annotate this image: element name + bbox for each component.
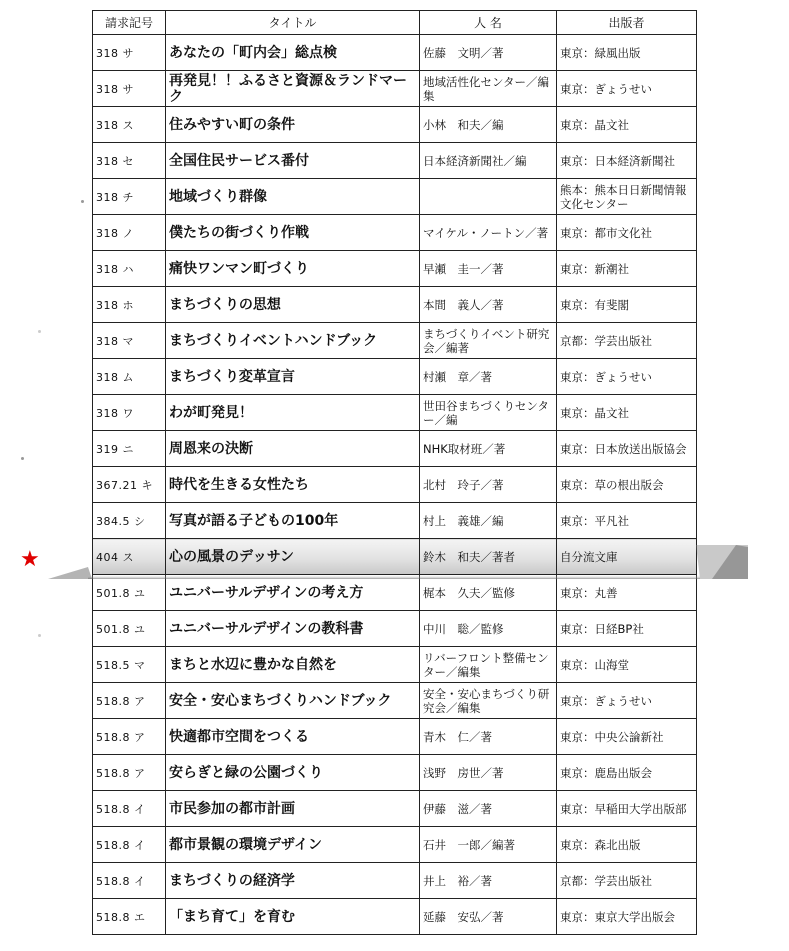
speck-decoration <box>81 200 84 203</box>
author-cell: 佐藤 文明／著 <box>420 35 557 71</box>
author-cell: 石井 一郎／編著 <box>420 827 557 863</box>
call-number-cell: 318 ム <box>93 359 166 395</box>
table-row <box>93 143 697 179</box>
header-row <box>93 11 697 35</box>
title-cell: 快適都市空間をつくる <box>166 719 420 755</box>
author-cell: 伊藤 滋／著 <box>420 791 557 827</box>
author-cell: 村瀬 章／著 <box>420 359 557 395</box>
call-number-cell: 318 ノ <box>93 215 166 251</box>
table-row <box>93 827 697 863</box>
publisher-cell: 東京：日経BP社 <box>557 611 697 647</box>
title-cell: まちづくりの思想 <box>166 287 420 323</box>
table-row <box>93 467 697 503</box>
publisher-cell: 東京：山海堂 <box>557 647 697 683</box>
book-table <box>92 10 697 935</box>
title-cell: 再発見！！ふるさと資源＆ランドマーク <box>166 71 420 107</box>
author-cell: 小林 和夫／編 <box>420 107 557 143</box>
title-cell: 痛快ワンマン町づくり <box>166 251 420 287</box>
title-cell: ユニバーサルデザインの教科書 <box>166 611 420 647</box>
author-cell: NHK取材班／著 <box>420 431 557 467</box>
call-number-cell: 404 ス <box>93 539 166 575</box>
title-cell: まちと水辺に豊かな自然を <box>166 647 420 683</box>
title-cell: まちづくり変革宣言 <box>166 359 420 395</box>
book-rows <box>93 35 697 935</box>
call-number-cell: 319 ニ <box>93 431 166 467</box>
call-number-cell: 518.8 エ <box>93 899 166 935</box>
title-cell: 安全・安心まちづくりハンドブック <box>166 683 420 719</box>
publisher-cell: 東京：東京大学出版会 <box>557 899 697 935</box>
call-number-cell: 318 ハ <box>93 251 166 287</box>
author-cell: 青木 仁／著 <box>420 719 557 755</box>
publisher-cell: 東京：丸善 <box>557 575 697 611</box>
title-cell: 住みやすい町の条件 <box>166 107 420 143</box>
call-number-cell: 367.21 キ <box>93 467 166 503</box>
title-cell: 「まち育て」を育む <box>166 899 420 935</box>
publisher-cell: 東京：緑風出版 <box>557 35 697 71</box>
publisher-cell: 東京：早稲田大学出版部 <box>557 791 697 827</box>
table-row <box>93 323 697 359</box>
table-row <box>93 503 697 539</box>
author-cell: 地域活性化センター／編集 <box>420 71 557 107</box>
table-row <box>93 863 697 899</box>
star-marker-icon: ★ <box>20 547 40 572</box>
title-cell: 市民参加の都市計画 <box>166 791 420 827</box>
publisher-cell: 東京：森北出版 <box>557 827 697 863</box>
call-number-cell: 318 セ <box>93 143 166 179</box>
speck-decoration <box>38 634 41 637</box>
title-cell: あなたの「町内会」総点検 <box>166 35 420 71</box>
publisher-cell: 京都：学芸出版社 <box>557 863 697 899</box>
table-row <box>93 431 697 467</box>
header-publisher: 出版者 <box>557 11 697 35</box>
publisher-cell: 東京：日本経済新聞社 <box>557 143 697 179</box>
publisher-cell: 東京：都市文化社 <box>557 215 697 251</box>
publisher-cell: 東京：有斐閣 <box>557 287 697 323</box>
call-number-cell: 518.5 マ <box>93 647 166 683</box>
author-cell: まちづくりイベント研究会／編著 <box>420 323 557 359</box>
table-row <box>93 215 697 251</box>
table-row <box>93 791 697 827</box>
publisher-cell: 自分流文庫 <box>557 539 697 575</box>
table-row <box>93 755 697 791</box>
publisher-cell: 東京：鹿島出版会 <box>557 755 697 791</box>
title-cell: 僕たちの街づくり作戦 <box>166 215 420 251</box>
title-cell: まちづくりイベントハンドブック <box>166 323 420 359</box>
call-number-cell: 518.8 ア <box>93 755 166 791</box>
call-number-cell: 501.8 ユ <box>93 611 166 647</box>
author-cell: リバーフロント整備センター／編集 <box>420 647 557 683</box>
call-number-cell: 518.8 ア <box>93 719 166 755</box>
author-cell: 北村 玲子／著 <box>420 467 557 503</box>
call-number-cell: 518.8 イ <box>93 863 166 899</box>
table-row <box>93 683 697 719</box>
title-cell: 安らぎと緑の公園づくり <box>166 755 420 791</box>
call-number-cell: 501.8 ユ <box>93 575 166 611</box>
call-number-cell: 318 サ <box>93 35 166 71</box>
publisher-cell: 東京：晶文社 <box>557 395 697 431</box>
table-row <box>93 287 697 323</box>
call-number-cell: 518.8 ア <box>93 683 166 719</box>
author-cell: 日本経済新聞社／編 <box>420 143 557 179</box>
speck-decoration <box>38 330 41 333</box>
author-cell: 村上 義雄／編 <box>420 503 557 539</box>
table-row <box>93 179 697 215</box>
title-cell: まちづくりの経済学 <box>166 863 420 899</box>
table-row <box>93 395 697 431</box>
author-cell: 梶本 久夫／監修 <box>420 575 557 611</box>
publisher-cell: 東京：新潮社 <box>557 251 697 287</box>
author-cell: 井上 裕／著 <box>420 863 557 899</box>
call-number-cell: 318 ワ <box>93 395 166 431</box>
publisher-cell: 東京：ぎょうせい <box>557 359 697 395</box>
title-cell: ユニバーサルデザインの考え方 <box>166 575 420 611</box>
author-cell: マイケル・ノートン／著 <box>420 215 557 251</box>
call-number-cell: 518.8 イ <box>93 791 166 827</box>
author-cell: 浅野 房世／著 <box>420 755 557 791</box>
title-cell: 写真が語る子どもの100年 <box>166 503 420 539</box>
call-number-cell: 384.5 シ <box>93 503 166 539</box>
publisher-cell: 東京：平凡社 <box>557 503 697 539</box>
title-cell: 地域づくり群像 <box>166 179 420 215</box>
title-cell: わが町発見！ <box>166 395 420 431</box>
table-row <box>93 647 697 683</box>
author-cell <box>420 179 557 215</box>
author-cell: 鈴木 和夫／著者 <box>420 539 557 575</box>
call-number-cell: 318 マ <box>93 323 166 359</box>
table-row <box>93 71 697 107</box>
title-cell: 周恩来の決断 <box>166 431 420 467</box>
publisher-cell: 東京：晶文社 <box>557 107 697 143</box>
table-row <box>93 35 697 71</box>
header-author: 人 名 <box>420 11 557 35</box>
author-cell: 中川 聡／監修 <box>420 611 557 647</box>
title-cell: 時代を生きる女性たち <box>166 467 420 503</box>
book-list-sheet <box>92 10 696 935</box>
header-call-number: 請求記号 <box>93 11 166 35</box>
author-cell: 早瀬 圭一／著 <box>420 251 557 287</box>
publisher-cell: 東京：中央公論新社 <box>557 719 697 755</box>
title-cell: 全国住民サービス番付 <box>166 143 420 179</box>
table-row <box>93 899 697 935</box>
publisher-cell: 東京：日本放送出版協会 <box>557 431 697 467</box>
publisher-cell: 京都：学芸出版社 <box>557 323 697 359</box>
speck-decoration <box>21 457 24 460</box>
author-cell: 世田谷まちづくりセンター／編 <box>420 395 557 431</box>
call-number-cell: 318 チ <box>93 179 166 215</box>
author-cell: 安全・安心まちづくり研究会／編集 <box>420 683 557 719</box>
table-row <box>93 575 697 611</box>
publisher-cell: 東京：ぎょうせい <box>557 683 697 719</box>
author-cell: 延藤 安弘／著 <box>420 899 557 935</box>
publisher-cell: 東京：草の根出版会 <box>557 467 697 503</box>
table-row <box>93 611 697 647</box>
title-cell: 心の風景のデッサン <box>166 539 420 575</box>
table-row <box>93 251 697 287</box>
table-row-highlighted <box>93 539 697 575</box>
author-cell: 本間 義人／著 <box>420 287 557 323</box>
call-number-cell: 318 サ <box>93 71 166 107</box>
call-number-cell: 518.8 イ <box>93 827 166 863</box>
header-title: タイトル <box>166 11 420 35</box>
call-number-cell: 318 ホ <box>93 287 166 323</box>
publisher-cell: 東京：ぎょうせい <box>557 71 697 107</box>
table-row <box>93 359 697 395</box>
call-number-cell: 318 ス <box>93 107 166 143</box>
title-cell: 都市景観の環境デザイン <box>166 827 420 863</box>
table-row <box>93 107 697 143</box>
table-row <box>93 719 697 755</box>
publisher-cell: 熊本：熊本日日新聞情報文化センター <box>557 179 697 215</box>
